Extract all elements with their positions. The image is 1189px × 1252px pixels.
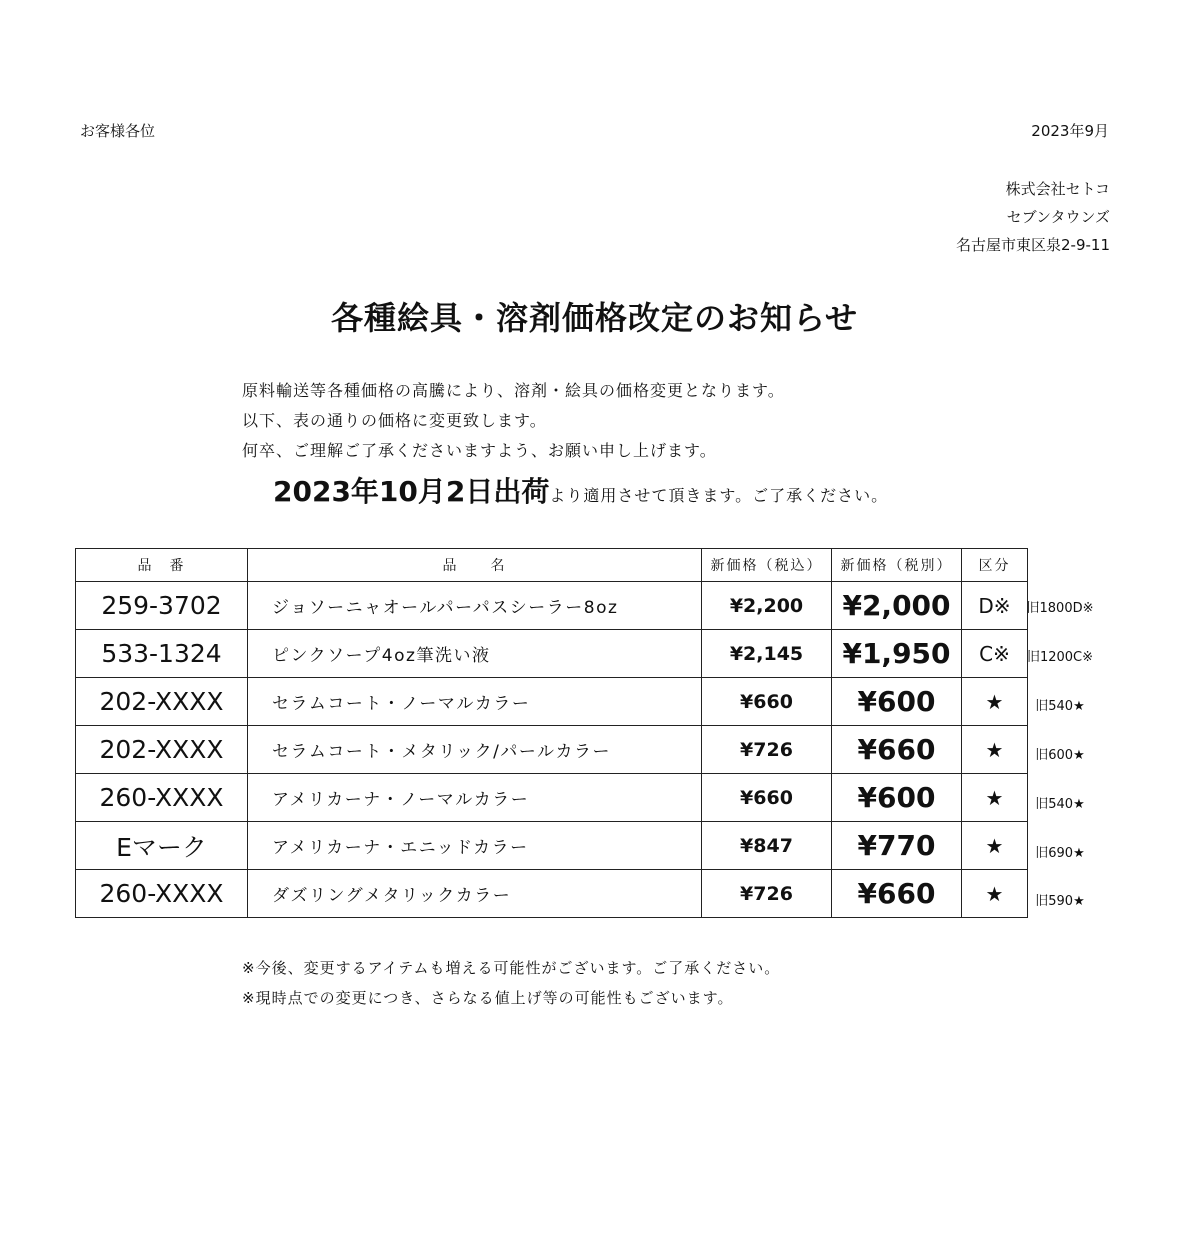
price-tax-ex: ¥770 [832, 822, 962, 870]
body-line-1: 原料輸送等各種価格の高騰により、溶剤・絵具の価格変更となります。 [242, 381, 785, 400]
header-name: 品 名 [248, 549, 702, 582]
price-tax-in: ¥2,200 [702, 582, 832, 630]
table-row [76, 870, 1028, 918]
old-price: 旧1200C※ [1026, 650, 1094, 665]
price-tax-in: ¥2,145 [702, 630, 832, 678]
page-title: 各種絵具・溶剤価格改定のお知らせ [330, 299, 859, 337]
old-price: 旧540★ [1035, 699, 1085, 714]
price-class: ★ [962, 678, 1028, 726]
note-2: ※現時点での変更につき、さらなる値上げ等の可能性もございます。 [242, 989, 734, 1007]
product-name: セラムコート・ノーマルカラー [248, 678, 702, 726]
header-tax-ex: 新価格（税別） [832, 549, 962, 582]
price-class: ★ [962, 774, 1028, 822]
old-price: 旧540★ [1035, 797, 1085, 812]
price-class: D※ [962, 582, 1028, 630]
product-code: 260-XXXX [76, 774, 248, 822]
price-tax-in: ¥726 [702, 870, 832, 918]
product-code: 259-3702 [76, 582, 248, 630]
price-class: ★ [962, 822, 1028, 870]
table-header-row [76, 549, 1028, 582]
old-price: 旧690★ [1035, 846, 1085, 861]
table-row [76, 678, 1028, 726]
table-row [76, 630, 1028, 678]
price-tax-ex: ¥600 [832, 774, 962, 822]
price-tax-ex: ¥1,950 [832, 630, 962, 678]
body-line-2: 以下、表の通りの価格に変更致します。 [242, 411, 547, 430]
product-name: アメリカーナ・エニッドカラー [248, 822, 702, 870]
product-name: ダズリングメタリックカラー [248, 870, 702, 918]
shipping-date: 2023年10月2日出荷 [273, 475, 550, 508]
price-tax-in: ¥660 [702, 678, 832, 726]
old-price: 旧590★ [1035, 894, 1085, 909]
product-code: 202-XXXX [76, 678, 248, 726]
product-name: アメリカーナ・ノーマルカラー [248, 774, 702, 822]
product-name: ピンクソープ4oz筆洗い液 [248, 630, 702, 678]
price-tax-in: ¥726 [702, 726, 832, 774]
price-class: ★ [962, 870, 1028, 918]
price-class: ★ [962, 726, 1028, 774]
company-address: 名古屋市東区泉2-9-11 [956, 236, 1110, 254]
table-row [76, 726, 1028, 774]
price-tax-in: ¥847 [702, 822, 832, 870]
table-row [76, 582, 1028, 630]
old-price: 旧1800D※ [1026, 601, 1094, 616]
table-row [76, 774, 1028, 822]
note-1: ※今後、変更するアイテムも増える可能性がございます。ご了承ください。 [242, 959, 781, 977]
price-tax-ex: ¥660 [832, 870, 962, 918]
table-row [76, 822, 1028, 870]
price-tax-ex: ¥2,000 [832, 582, 962, 630]
product-name: ジョソーニャオールパーパスシーラー8oz [248, 582, 702, 630]
product-code: 533-1324 [76, 630, 248, 678]
price-tax-in: ¥660 [702, 774, 832, 822]
product-code: 260-XXXX [76, 870, 248, 918]
store-name: セブンタウンズ [1006, 208, 1110, 226]
header-tax-in: 新価格（税込） [702, 549, 832, 582]
header-class: 区分 [962, 549, 1028, 582]
price-table [75, 548, 1028, 918]
product-name: セラムコート・メタリック/パールカラー [248, 726, 702, 774]
price-class: C※ [962, 630, 1028, 678]
recipient: お客様各位 [80, 122, 156, 140]
product-code: Eマーク [76, 822, 248, 870]
body-line-3: 何卒、ご理解ご了承くださいますよう、お願い申し上げます。 [242, 441, 717, 460]
price-tax-ex: ¥600 [832, 678, 962, 726]
shipping-notice [273, 470, 888, 510]
notice-date: 2023年9月 [1031, 122, 1109, 140]
company-name: 株式会社セトコ [1005, 180, 1110, 198]
shipping-rest: より適用させて頂きます。ご了承ください。 [549, 486, 889, 505]
old-price: 旧600★ [1035, 748, 1085, 763]
product-code: 202-XXXX [76, 726, 248, 774]
header-code: 品 番 [76, 549, 248, 582]
price-tax-ex: ¥660 [832, 726, 962, 774]
